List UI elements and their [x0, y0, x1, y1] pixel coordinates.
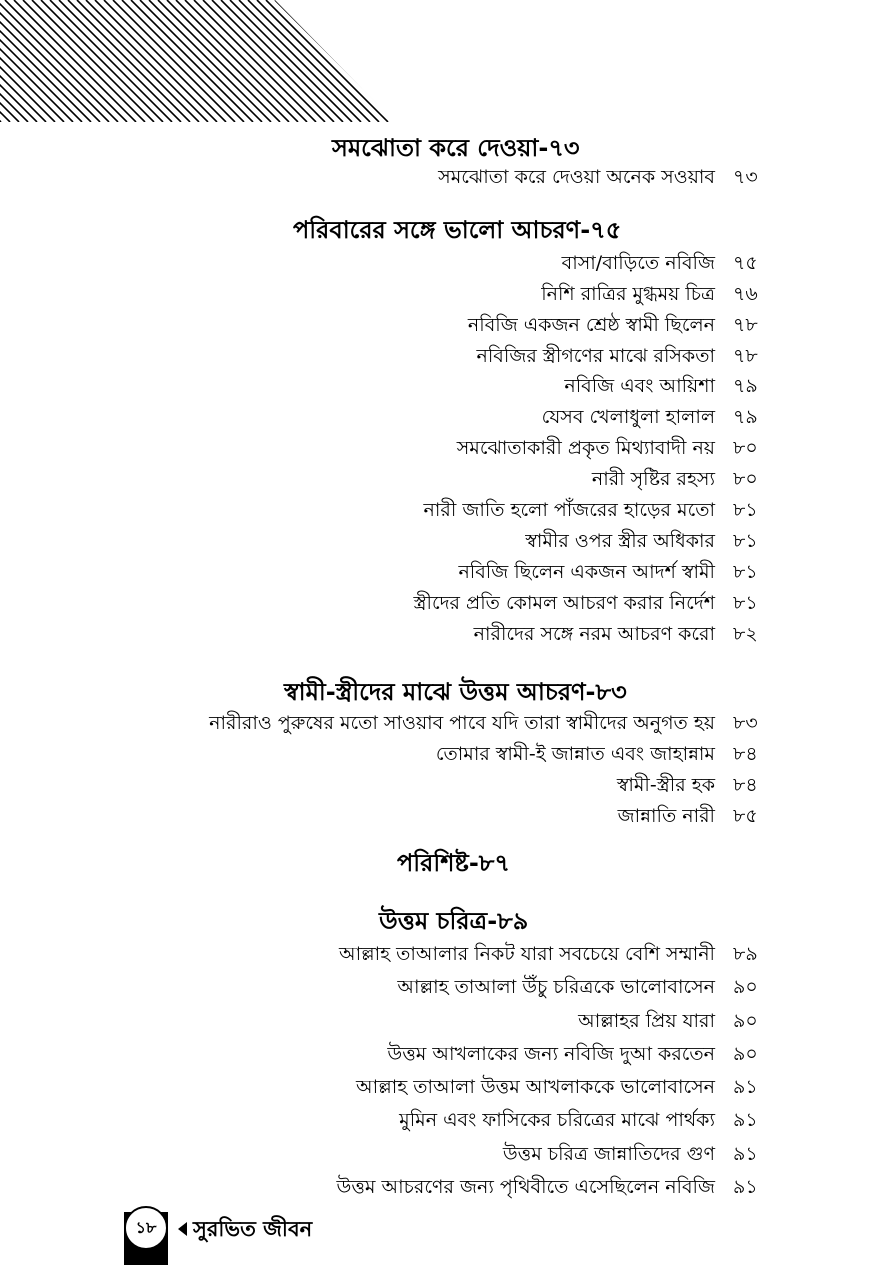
- toc-entry-page: ৯১: [733, 1143, 758, 1165]
- toc-entry-title: নিশি রাত্রির মুগ্ধময় চিত্র: [541, 283, 715, 305]
- toc-entry-title: স্ত্রীদের প্রতি কোমল আচরণ করার নির্দেশ: [413, 592, 715, 614]
- toc-entry-title: তোমার স্বামী-ই জান্নাত এবং জাহান্নাম: [435, 743, 715, 765]
- toc-entry-page: ৮০: [733, 437, 758, 459]
- toc-entry-title: আল্লাহ তাআলা উঁচু চরিত্রকে ভালোবাসেন: [397, 976, 715, 998]
- toc-entry-title: আল্লাহর প্রিয় যারা: [578, 1010, 715, 1032]
- toc-entry-title: স্বামীর ওপর স্ত্রীর অধিকার: [525, 530, 715, 552]
- toc-entry-title: নারী জাতি হলো পাঁজরের হাড়ের মতো: [423, 499, 715, 521]
- section-heading-2: পরিবারের সঙ্গে ভালো আচরণ-৭৫: [293, 216, 622, 244]
- toc-entry-title: উত্তম চরিত্র জান্নাতিদের গুণ: [502, 1143, 715, 1165]
- toc-entry-page: ৯০: [733, 1043, 758, 1065]
- toc-entry-title: যেসব খেলাধুলা হালাল: [541, 406, 715, 428]
- toc-entry-page: ৯১: [733, 1109, 758, 1131]
- toc-entry-page: ৮৫: [733, 805, 758, 827]
- toc-entry-title: নারীদের সঙ্গে নরম আচরণ করো: [473, 623, 715, 645]
- toc-entry-page: ৮১: [733, 561, 758, 583]
- toc-entry-page: ৭৯: [733, 375, 758, 397]
- left-arrow-icon: [178, 1222, 187, 1236]
- toc-entry-title: সমঝোতা করে দেওয়া অনেক সওয়াব: [438, 166, 715, 188]
- toc-entry-page: ৯০: [733, 1010, 758, 1032]
- toc-entry-title: জান্নাতি নারী: [617, 805, 715, 827]
- toc-entry-title: বাসা/বাড়িতে নবিজি: [561, 252, 715, 274]
- toc-entry-page: ৮৯: [733, 943, 758, 965]
- corner-hatch-decoration: [0, 0, 400, 125]
- footer-page-number: ১৮: [124, 1206, 168, 1250]
- toc-entry-title: আল্লাহ তাআলার নিকট যারা সবচেয়ে বেশি সম্মানী: [338, 943, 715, 965]
- toc-entry-page: ৭৯: [733, 406, 758, 428]
- toc-entry-page: ৯১: [733, 1076, 758, 1098]
- toc-entry-page: ৮৩: [733, 712, 758, 734]
- toc-entry-page: ৭৮: [733, 314, 758, 336]
- toc-entry-page: ৮১: [733, 499, 758, 521]
- section-heading-1: সমঝোতা করে দেওয়া-৭৩: [332, 134, 580, 162]
- section-heading-3: স্বামী-স্ত্রীদের মাঝে উত্তম আচরণ-৮৩: [284, 678, 627, 706]
- toc-entry-title: নারী সৃষ্টির রহস্য: [591, 468, 715, 490]
- toc-entry-title: মুমিন এবং ফাসিকের চরিত্রের মাঝে পার্থক্য: [399, 1109, 715, 1131]
- toc-entry-page: ৯১: [733, 1176, 758, 1198]
- toc-entry-title: আল্লাহ তাআলা উত্তম আখলাককে ভালোবাসেন: [356, 1076, 715, 1098]
- toc-entry-title: উত্তম আখলাকের জন্য নবিজি দুআ করতেন: [387, 1043, 715, 1065]
- toc-entry-title: নবিজির স্ত্রীগণের মাঝে রসিকতা: [476, 345, 715, 367]
- toc-entry-title: উত্তম আচরণের জন্য পৃথিবীতে এসেছিলেন নবিজি: [336, 1176, 715, 1198]
- toc-entry-page: ৮৪: [733, 743, 758, 765]
- toc-entry-title: স্বামী-স্ত্রীর হক: [616, 774, 715, 796]
- toc-entry-page: ৮২: [733, 623, 758, 645]
- toc-entry-title: নবিজি এবং আয়িশা: [564, 375, 715, 397]
- footer-book-title: সুরভিত জীবন: [193, 1217, 313, 1241]
- toc-entry-page: ৮৪: [733, 774, 758, 796]
- toc-entry-title: নবিজি ছিলেন একজন আদর্শ স্বামী: [458, 561, 715, 583]
- toc-entry-title: নারীরাও পুরুষের মতো সাওয়াব পাবে যদি তারা স্বামীদের অনুগত হয়: [209, 712, 715, 734]
- toc-entry-page: ৭৩: [733, 166, 758, 188]
- toc-entry-page: ৮০: [733, 468, 758, 490]
- toc-entry-page: ৯০: [733, 976, 758, 998]
- toc-entry-page: ৭৮: [733, 345, 758, 367]
- section-heading-4: পরিশিষ্ট-৮৭: [397, 849, 510, 877]
- toc-entry-title: সমঝোতাকারী প্রকৃত মিথ্যাবাদী নয়: [456, 437, 715, 459]
- toc-entry-title: নবিজি একজন শ্রেষ্ঠ স্বামী ছিলেন: [467, 314, 715, 336]
- toc-entry-page: ৮১: [733, 592, 758, 614]
- toc-entry-page: ৭৫: [733, 252, 758, 274]
- toc-entry-page: ৮১: [733, 530, 758, 552]
- section-heading-5: উত্তম চরিত্র-৮৯: [379, 907, 529, 935]
- toc-entry-page: ৭৬: [733, 283, 758, 305]
